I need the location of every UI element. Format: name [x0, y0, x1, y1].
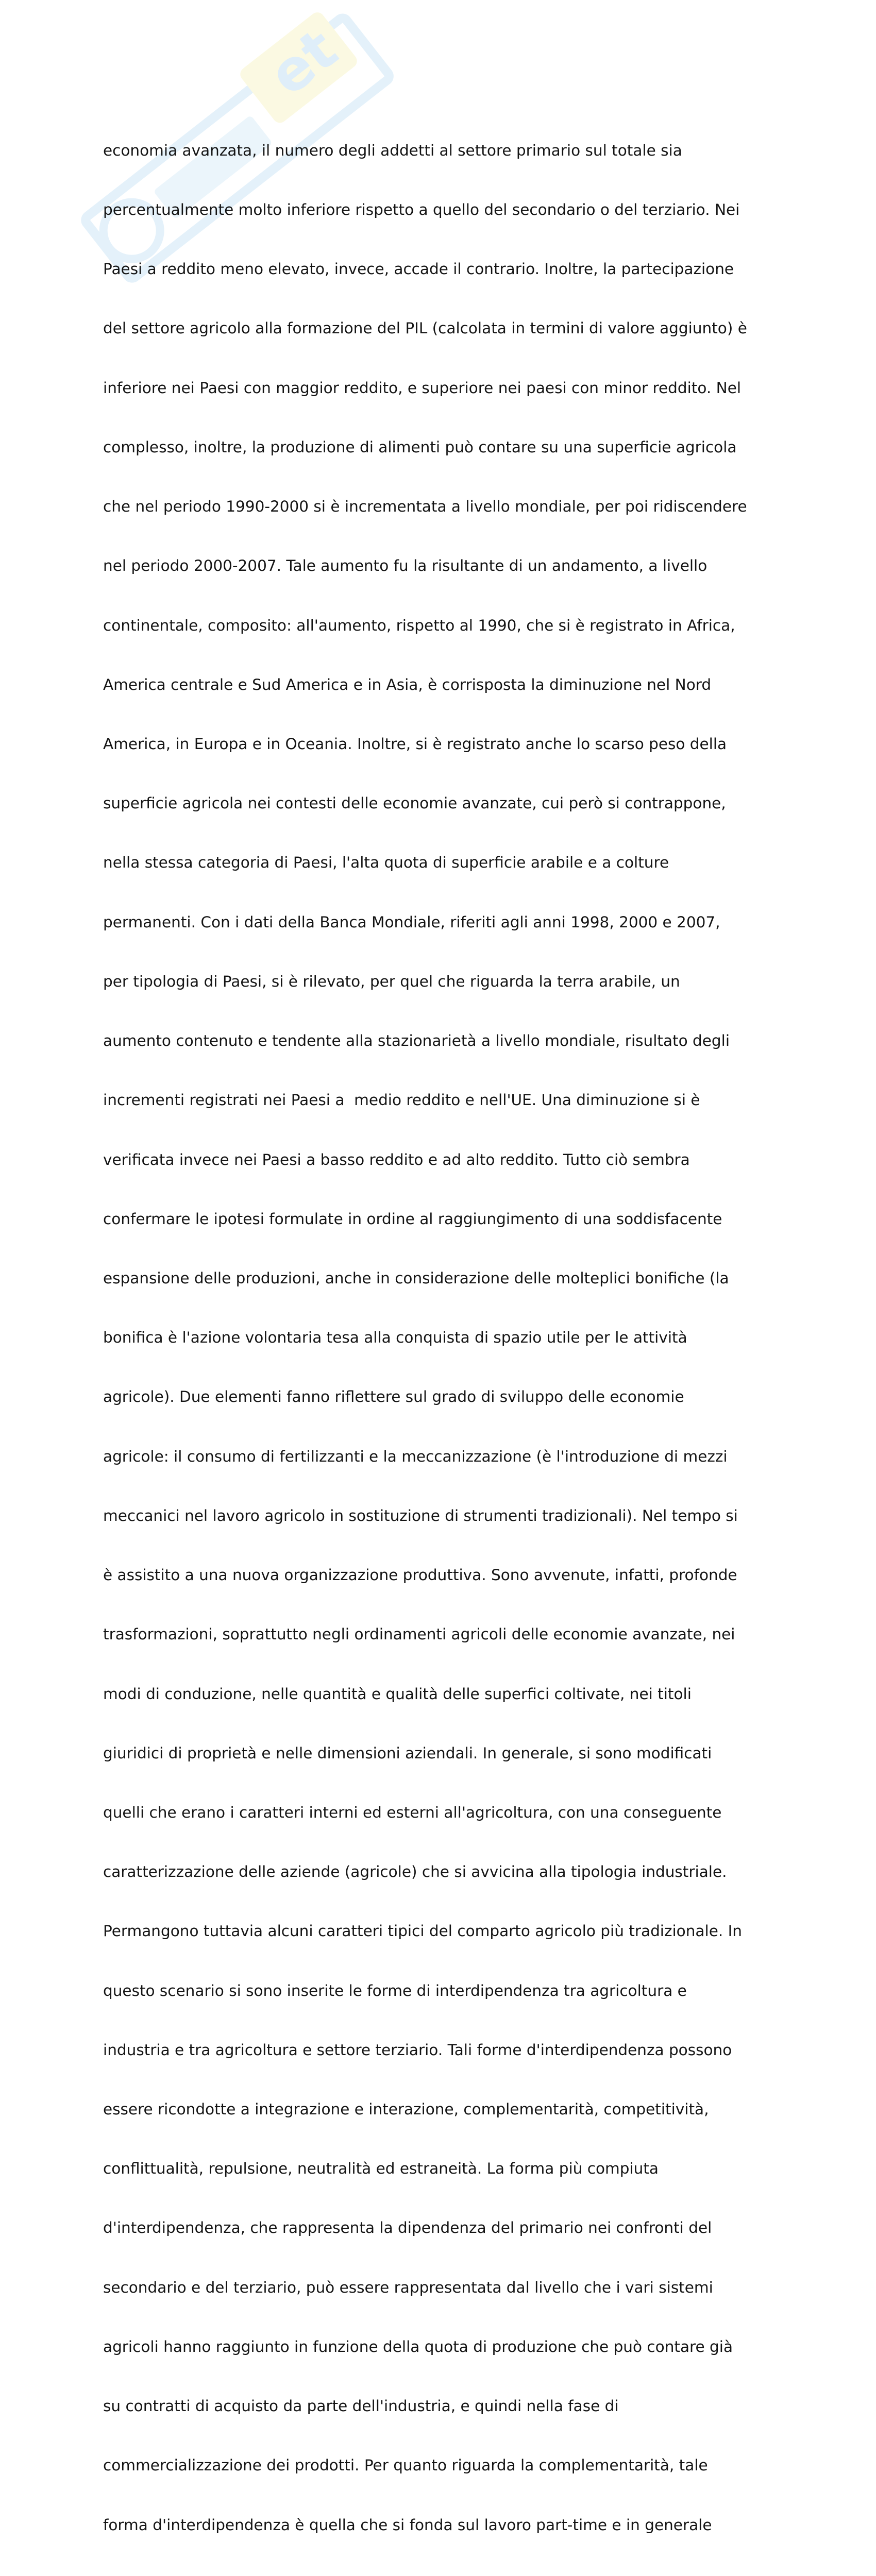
- text-line: incrementi registrati nei Paesi a medio reddito e nell'UE. Una diminuzione si è: [103, 1091, 700, 1109]
- text-line: del settore agricolo alla formazione del PIL (calcolata in termini di valore aggiunto) è: [103, 319, 747, 337]
- text-line: agricoli hanno raggiunto in funzione della quota di produzione che può contare già: [103, 2337, 733, 2355]
- watermark-text: et: [257, 15, 349, 109]
- text-line: America centrale e Sud America e in Asia, è corrisposta la diminuzione nel Nord: [103, 675, 712, 693]
- text-line: bonifica è l'azione volontaria tesa alla conquista di spazio utile per le attività: [103, 1329, 687, 1347]
- text-line: d'interdipendenza, che rappresenta la dipendenza del primario nei confronti del: [103, 2219, 712, 2237]
- text-line: che nel periodo 1990-2000 si è incrementata a livello mondiale, per poi ridiscendere: [103, 498, 747, 516]
- text-line: modi di conduzione, nelle quantità e qualità delle superfici coltivate, nei titoli: [103, 1685, 692, 1703]
- text-line: per tipologia di Paesi, si è rilevato, per quel che riguarda la terra arabile, un: [103, 972, 680, 990]
- text-line: industria e tra agricoltura e settore terziario. Tali forme d'interdipendenza possono: [103, 2041, 732, 2059]
- document-body: [103, 101, 788, 2576]
- text-line: secondario e del terziario, può essere rappresentata dal livello che i vari sistemi: [103, 2278, 713, 2296]
- text-line: trasformazioni, soprattutto negli ordinamenti agricoli delle economie avanzate, nei: [103, 1625, 735, 1643]
- text-line: permanenti. Con i dati della Banca Mondiale, riferiti agli anni 1998, 2000 e 2007,: [103, 913, 720, 931]
- text-line: nel periodo 2000-2007. Tale aumento fu la risultante di un andamento, a livello: [103, 557, 707, 575]
- text-line: America, in Europa e in Oceania. Inoltre, si è registrato anche lo scarso peso della: [103, 735, 727, 753]
- text-line: conflittualità, repulsione, neutralità ed estraneità. La forma più compiuta: [103, 2160, 659, 2178]
- text-line: economia avanzata, il numero degli addetti al settore primario sul totale sia: [103, 141, 682, 159]
- text-line: Permangono tuttavia alcuni caratteri tipici del comparto agricolo più tradizionale. In: [103, 1922, 742, 1940]
- text-line: è assistito a una nuova organizzazione produttiva. Sono avvenute, infatti, profonde: [103, 1566, 737, 1584]
- text-line: essere ricondotte a integrazione e interazione, complementarità, competitività,: [103, 2100, 709, 2119]
- text-line: meccanici nel lavoro agricolo in sostituzione di strumenti tradizionali). Nel tempo si: [103, 1506, 738, 1524]
- text-line: giuridici di proprietà e nelle dimensioni aziendali. In generale, si sono modificati: [103, 1744, 712, 1762]
- text-line: agricole). Due elementi fanno riflettere sul grado di sviluppo delle economie: [103, 1388, 684, 1406]
- text-line: questo scenario si sono inserite le forme di interdipendenza tra agricoltura e: [103, 1981, 687, 1999]
- text-line: superficie agricola nei contesti delle economie avanzate, cui però si contrappone,: [103, 794, 726, 812]
- text-line: verificata invece nei Paesi a basso reddito e ad alto reddito. Tutto ciò sembra: [103, 1150, 690, 1168]
- text-line: confermare le ipotesi formulate in ordine al raggiungimento di una soddisfacente: [103, 1210, 722, 1228]
- text-line: quelli che erano i caratteri interni ed esterni all'agricoltura, con una conseguente: [103, 1803, 722, 1821]
- text-line: continentale, composito: all'aumento, rispetto al 1990, che si è registrato in Africa,: [103, 616, 735, 634]
- text-line: nella stessa categoria di Paesi, l'alta quota di superficie arabile e a colture: [103, 854, 669, 872]
- text-line: commercializzazione dei prodotti. Per quanto riguarda la complementarità, tale: [103, 2456, 708, 2475]
- text-line: agricole: il consumo di fertilizzanti e la meccanizzazione (è l'introduzione di mezzi: [103, 1447, 728, 1465]
- text-line: caratterizzazione delle aziende (agricole) che si avvicina alla tipologia industriale.: [103, 1863, 727, 1881]
- text-line: inferiore nei Paesi con maggior reddito, e superiore nei paesi con minor reddito. Nel: [103, 379, 742, 397]
- text-line: percentualmente molto inferiore rispetto a quello del secondario o del terziario. Nei: [103, 201, 740, 219]
- text-line: complesso, inoltre, la produzione di alimenti può contare su una superficie agricola: [103, 438, 737, 456]
- text-line: espansione delle produzioni, anche in considerazione delle molteplici bonifiche (la: [103, 1269, 729, 1287]
- text-line: aumento contenuto e tendente alla stazionarietà a livello mondiale, risultato degli: [103, 1032, 730, 1050]
- text-line: forma d'interdipendenza è quella che si fonda sul lavoro part-time e in generale: [103, 2516, 712, 2534]
- text-line: Paesi a reddito meno elevato, invece, accade il contrario. Inoltre, la partecipazione: [103, 260, 734, 278]
- text-line: su contratti di acquisto da parte dell'industria, e quindi nella fase di: [103, 2397, 619, 2415]
